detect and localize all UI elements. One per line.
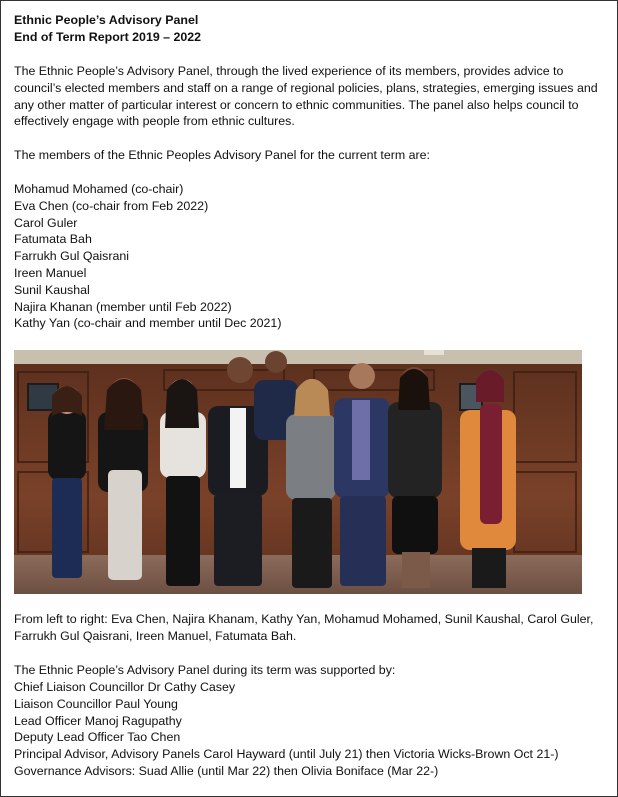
list-item: Mohamud Mohamed (co-chair) <box>14 182 184 196</box>
group-photo <box>14 350 582 594</box>
list-item: Liaison Councillor Paul Young <box>14 696 178 711</box>
list-item: Ireen Manuel <box>14 265 87 280</box>
members-list <box>14 181 281 332</box>
intro-paragraph: The Ethnic People’s Advisory Panel, through the lived experience of its members, provides advice to council’s elected members and staff on a range of regional policies, plans, strategies, emerging issues and any other matter of particular interest or concern to ethnic communities. The panel also helps council to effectively engage with people from ethnic cultures. <box>14 64 598 129</box>
support-heading: The Ethnic People’s Advisory Panel during its term was supported by: <box>14 663 396 677</box>
list-item: Kathy Yan (co-chair and member until Dec 2021) <box>14 316 282 331</box>
group-photo-illustration <box>14 350 582 594</box>
list-item: Farrukh Gul Qaisrani <box>14 249 129 264</box>
list-item: Carol Guler <box>14 215 78 230</box>
list-item: Najira Khanan (member until Feb 2022) <box>14 299 232 314</box>
photo-caption: From left to right: Eva Chen, Najira Khanam, Kathy Yan, Mohamud Mohamed, Sunil Kaushal, Carol Guler, Farrukh Gul Qaisrani, Ireen Manuel, Fatumata Bah. <box>14 612 594 643</box>
list-item: Fatumata Bah <box>14 232 92 247</box>
list-item: Governance Advisors: Suad Allie (until Mar 22) then Olivia Boniface (Mar 22-) <box>14 763 439 778</box>
report-subtitle: End of Term Report 2019 – 2022 <box>14 30 202 44</box>
list-item: Sunil Kaushal <box>14 282 90 297</box>
list-item: Deputy Lead Officer Tao Chen <box>14 730 181 745</box>
report-title: Ethnic People’s Advisory Panel <box>14 13 199 27</box>
members-heading: The members of the Ethnic Peoples Advisory Panel for the current term are: <box>14 148 430 162</box>
list-item: Eva Chen (co-chair from Feb 2022) <box>14 198 209 213</box>
list-item: Principal Advisor, Advisory Panels Carol Hayward (until July 21) then Victoria Wicks-Brown Oct 21-) <box>14 747 559 762</box>
list-item: Lead Officer Manoj Ragupathy <box>14 713 182 728</box>
supporters-list <box>14 679 558 780</box>
list-item: Chief Liaison Councillor Dr Cathy Casey <box>14 680 236 694</box>
